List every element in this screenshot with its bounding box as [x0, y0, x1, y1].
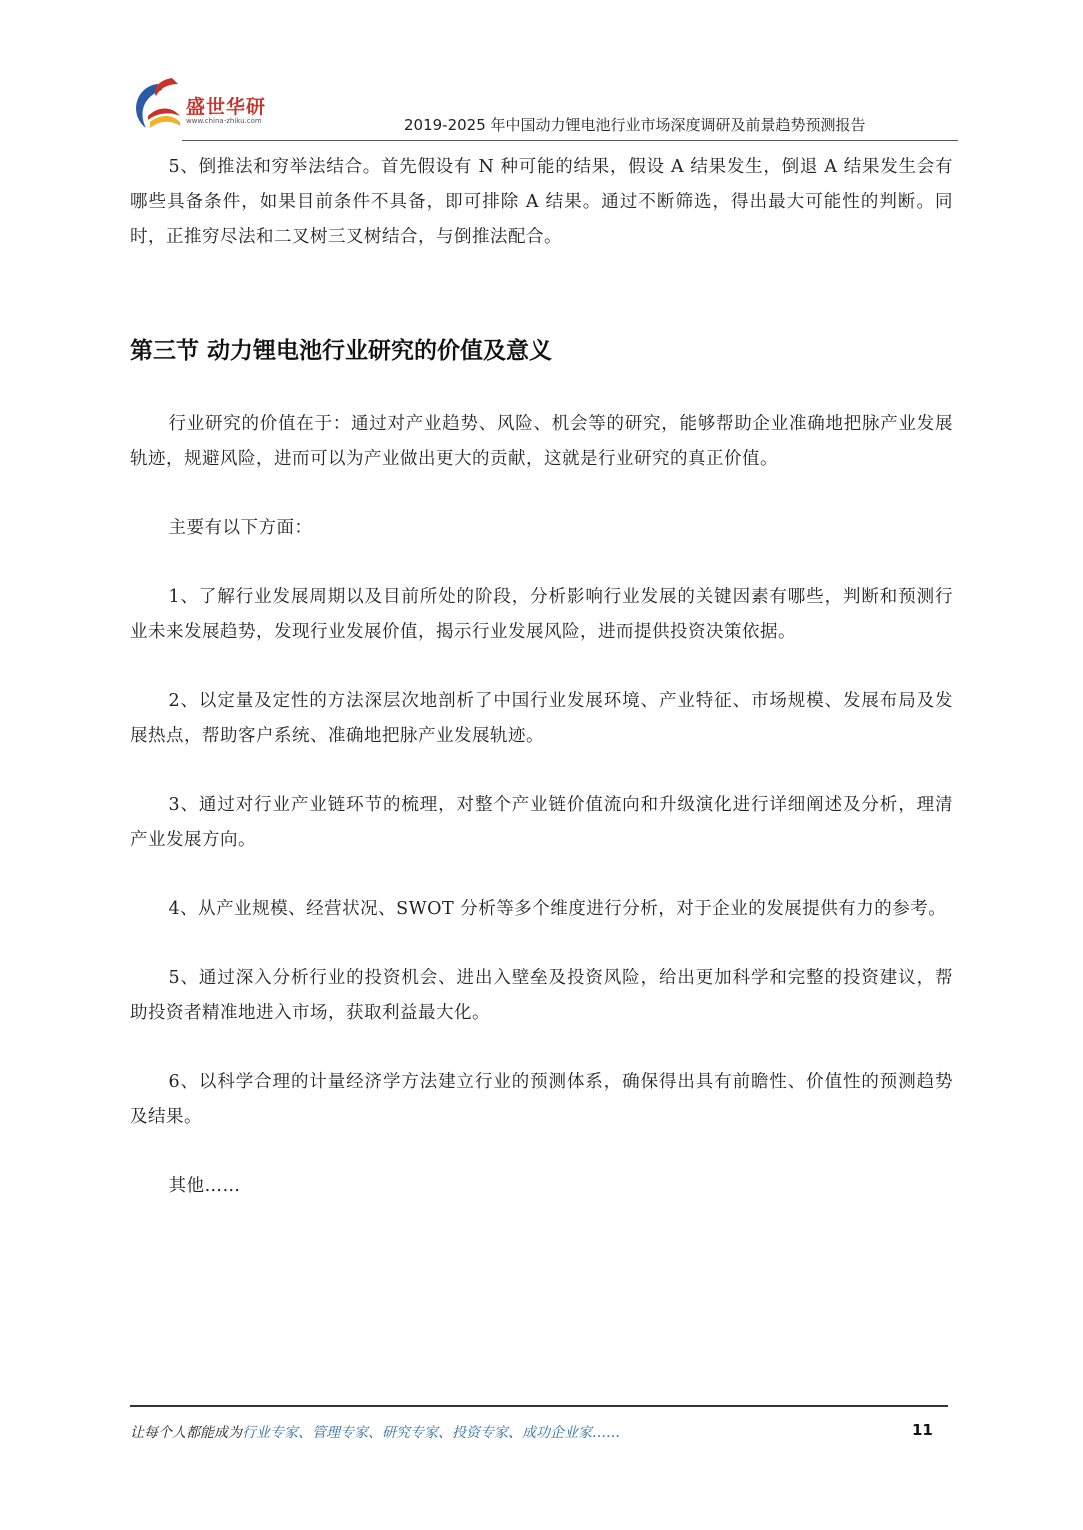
value-paragraph: 行业研究的价值在于：通过对产业趋势、风险、机会等的研究，能够帮助企业准确地把脉产业发展轨迹，规避风险，进而可以为产业做出更大的贡献，这就是行业研究的真正价值。 [130, 414, 953, 469]
list-item: 1、了解行业发展周期以及目前所处的阶段，分析影响行业发展的关键因素有哪些，判断和预测行业未来发展趋势，发现行业发展价值，揭示行业发展风险，进而提供投资决策依据。 [130, 587, 953, 642]
logo-url: www.china-zhiku.com [186, 117, 262, 125]
section-heading: 第三节 动力锂电池行业研究的价值及意义 [130, 338, 553, 364]
list-item: 6、以科学合理的计量经济学方法建立行业的预测体系，确保得出具有前瞻性、价值性的预测趋势及结果。 [130, 1072, 953, 1127]
footer-slogan-highlight: 行业专家、管理专家、研究专家、投资专家、成功企业家…… [242, 1425, 620, 1441]
logo-wordmark: 盛世华研 [186, 96, 267, 118]
aspects-intro: 主要有以下方面： [168, 518, 313, 538]
list-item: 3、通过对行业产业链环节的梳理，对整个产业链价值流向和升级演化进行详细阐述及分析，理清产业发展方向。 [130, 795, 953, 850]
page-body [130, 150, 953, 1204]
header-divider [182, 140, 958, 141]
report-title: 2019-2025 年中国动力锂电池行业市场深度调研及前景趋势预测报告 [404, 116, 866, 134]
intro-paragraph: 5、倒推法和穷举法结合。首先假设有 N 种可能的结果，假设 A 结果发生，倒退 A 结果发生会有哪些具备条件，如果目前条件不具备，即可排除 A 结果。通过不断筛选，得出最大可能性的判断。同时，正推穷尽法和二叉树三叉树结合，与倒推法配合。 [130, 157, 953, 247]
list-item: 5、通过深入分析行业的投资机会、进出入壁垒及投资风险，给出更加科学和完整的投资建议，帮助投资者精准地进入市场，获取利益最大化。 [130, 968, 953, 1023]
footer-slogan [130, 1422, 620, 1442]
footer-divider [130, 1405, 948, 1407]
footer-slogan-lead: 让每个人都能成为 [130, 1425, 242, 1441]
closing-text: 其他…… [168, 1176, 241, 1196]
page-number: 11 [912, 1421, 933, 1439]
list-item: 4、从产业规模、经营状况、SWOT 分析等多个维度进行分析，对于企业的发展提供有力的参考。 [168, 899, 947, 919]
list-item: 2、以定量及定性的方法深层次地剖析了中国行业发展环境、产业特征、市场规模、发展布局及发展热点，帮助客户系统、准确地把脉产业发展轨迹。 [130, 691, 953, 746]
